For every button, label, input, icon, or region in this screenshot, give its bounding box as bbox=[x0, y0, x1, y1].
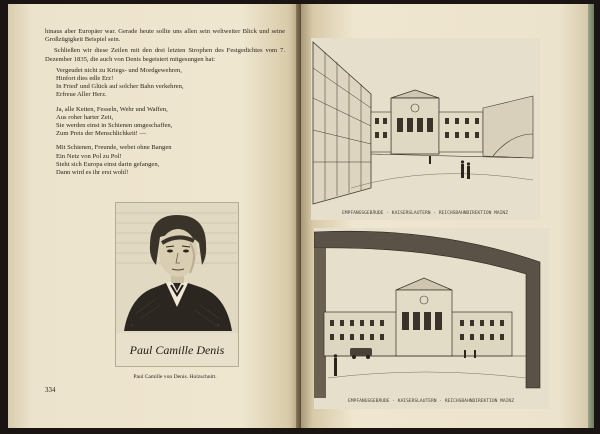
body-text bbox=[45, 28, 285, 183]
poem-stanza bbox=[56, 106, 285, 139]
verse-line: Erfreue Aller Herz. bbox=[56, 91, 107, 99]
signature: Paul Camille Denis bbox=[129, 343, 225, 357]
left-page bbox=[8, 4, 301, 428]
paragraph: hinaus aber Europäer war. Gerade heute sollte uns allen sein weltweiter Blick und seine Großzügigkeit Beispiel sein. bbox=[45, 28, 285, 44]
verse-line: Vergeudet nicht zu Kriegs- und Mordgewehren, bbox=[56, 66, 182, 74]
verse-line: Mit Schienen, Freunde, webet ohne Bangen bbox=[56, 144, 172, 152]
svg-text:✶: ✶ bbox=[130, 324, 135, 329]
paragraph: Schließen wir diese Zeilen mit den drei letzten Strophen des Festgedichtes vom 7. Dezember 1835, die auch von Denis begeistert mitgesungen hat: bbox=[45, 47, 285, 63]
verse-line: Ja, alle Ketten, Fesseln, Wehr und Waffen, bbox=[56, 105, 168, 113]
verse-line: Aus roher harter Zeit, bbox=[56, 113, 114, 121]
portrait-engraving bbox=[115, 202, 239, 367]
sketch-caption: EMPFANGSGEBÄUDE · KAISERSLAUTERN · REICHSBAHNDIREKTION MAINZ bbox=[348, 399, 514, 404]
verse-line: Dann wird es ihr erst wohl! bbox=[56, 169, 129, 177]
page-number: 334 bbox=[45, 386, 56, 394]
poem-stanza bbox=[56, 67, 285, 100]
verse-line: Sie werden einst in Schienen umgeschaffen, bbox=[56, 122, 173, 130]
station-sketch-top bbox=[311, 38, 540, 220]
station-sketch-bottom bbox=[314, 228, 549, 409]
sketch-caption: EMPFANGSGEBÄUDE · KAISERSLAUTERN · REICHSBAHNDIREKTION MAINZ bbox=[342, 211, 508, 216]
verse-line: Zum Preis der Menschlichkeit! — bbox=[56, 130, 147, 138]
svg-text:✶: ✶ bbox=[216, 324, 221, 329]
open-book bbox=[8, 4, 594, 428]
portrait-caption: Paul Camille von Denis. Holzschnitt. bbox=[133, 374, 217, 380]
page-edge bbox=[588, 4, 594, 428]
verse-line: Sieht sich Europa einst darin gefangen, bbox=[56, 160, 160, 168]
verse-line: In Fried' und Glück auf solcher Bahn verkehren, bbox=[56, 83, 184, 91]
verse-line: Ein Netz von Pol zu Pol! bbox=[56, 152, 122, 160]
poem-stanza bbox=[56, 144, 285, 177]
verse-line: Hinfort dies edle Erz! bbox=[56, 75, 114, 83]
